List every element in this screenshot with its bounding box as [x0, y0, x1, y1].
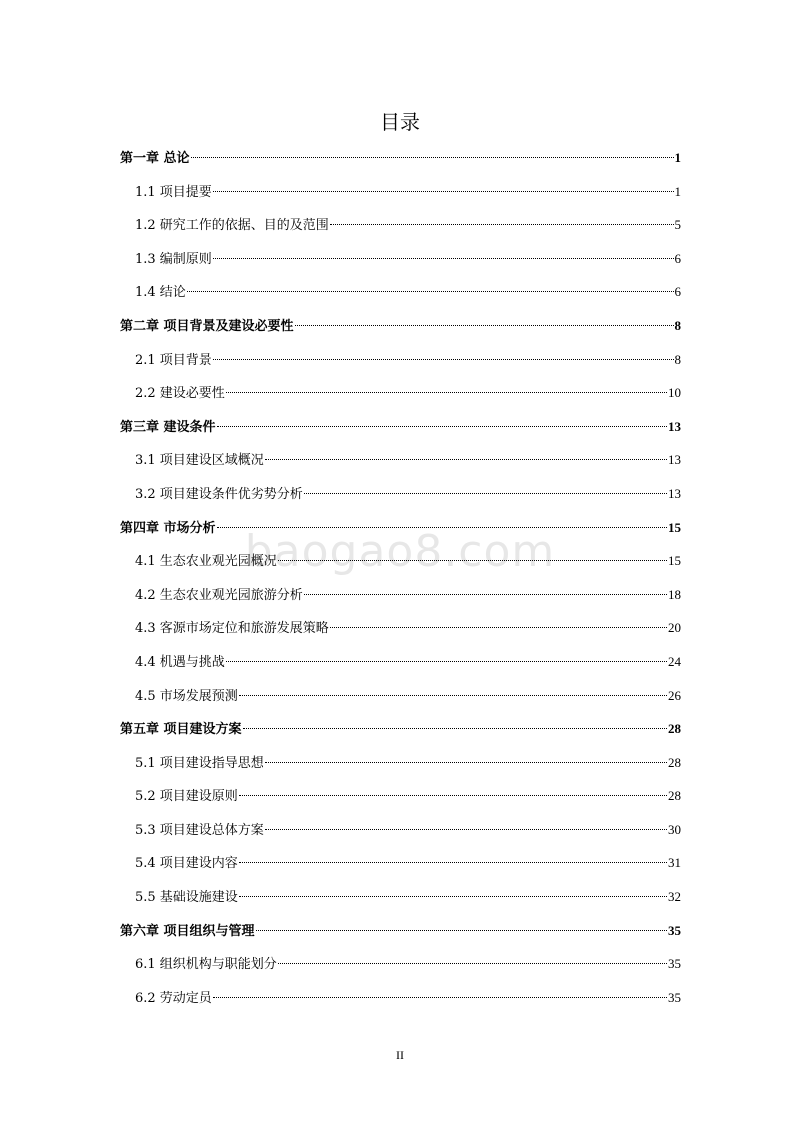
- toc-section-entry[interactable]: [120, 952, 681, 986]
- toc-entry-page: 31: [668, 855, 681, 871]
- toc-entry-page: 8: [674, 317, 681, 333]
- toc-entry-label: 3.2 项目建设条件优劣势分析: [135, 486, 303, 502]
- dot-leader: [330, 224, 674, 225]
- toc-section-entry[interactable]: [120, 247, 681, 281]
- dot-leader: [265, 459, 667, 460]
- toc-entry-page: 6: [674, 284, 681, 300]
- toc-chapter-entry[interactable]: [120, 314, 681, 348]
- toc-entry-label: 4.4 机遇与挑战: [135, 654, 225, 670]
- toc-section-entry[interactable]: [120, 213, 681, 247]
- toc-section-entry[interactable]: [120, 583, 681, 617]
- toc-entry-label: 4.2 生态农业观光园旅游分析: [135, 587, 303, 603]
- toc-chapter-entry[interactable]: [120, 717, 681, 751]
- toc-entry-label: 2.1 项目背景: [135, 352, 212, 368]
- toc-section-entry[interactable]: [120, 851, 681, 885]
- toc-entry-page: 1: [674, 150, 681, 165]
- dot-leader: [239, 695, 667, 696]
- dot-leader: [243, 728, 667, 729]
- toc-entry-page: 35: [668, 922, 681, 938]
- dot-leader: [256, 930, 667, 931]
- toc-entry-page: 6: [674, 250, 681, 266]
- toc-entry-label: 6.2 劳动定员: [135, 990, 212, 1006]
- toc-entry-page: 8: [674, 351, 681, 367]
- toc-entry-label: 5.3 项目建设总体方案: [135, 822, 264, 838]
- toc-entry-page: 15: [668, 553, 681, 569]
- toc-entry-label: 1.3 编制原则: [135, 251, 212, 267]
- toc-section-entry[interactable]: [120, 885, 681, 919]
- toc-entry-label: 5.1 项目建设指导思想: [135, 755, 264, 771]
- toc-section-entry[interactable]: [120, 180, 681, 214]
- toc-section-entry[interactable]: [120, 751, 681, 785]
- dot-leader: [213, 359, 674, 360]
- toc-entry-label: 5.5 基础设施建设: [135, 890, 238, 906]
- watermark: baogao8.com: [244, 526, 556, 577]
- toc-entry-page: 13: [668, 452, 681, 468]
- toc-entry-page: 5: [674, 217, 681, 233]
- dot-leader: [304, 594, 667, 595]
- table-of-contents: [120, 146, 681, 1019]
- dot-leader: [265, 762, 667, 763]
- toc-entry-page: 35: [668, 989, 681, 1005]
- toc-entry-label: 4.3 客源市场定位和旅游发展策略: [135, 621, 329, 637]
- toc-entry-page: 26: [668, 687, 681, 703]
- toc-section-entry[interactable]: [120, 482, 681, 516]
- toc-entry-page: 15: [668, 519, 681, 535]
- toc-entry-page: 10: [668, 385, 681, 401]
- dot-leader: [239, 896, 667, 897]
- toc-entry-page: 28: [668, 788, 681, 804]
- dot-leader: [295, 325, 674, 326]
- toc-section-entry[interactable]: [120, 348, 681, 382]
- dot-leader: [330, 627, 667, 628]
- toc-entry-page: 35: [668, 956, 681, 972]
- toc-chapter-entry[interactable]: [120, 415, 681, 449]
- toc-section-entry[interactable]: [120, 684, 681, 718]
- toc-entry-page: 32: [668, 889, 681, 905]
- dot-leader: [226, 392, 667, 393]
- toc-section-entry[interactable]: [120, 986, 681, 1020]
- toc-section-entry[interactable]: [120, 280, 681, 314]
- toc-entry-label: 1.1 项目提要: [135, 184, 212, 200]
- toc-entry-label: 第一章 总论: [120, 151, 190, 166]
- dot-leader: [278, 963, 667, 964]
- toc-entry-page: 13: [668, 485, 681, 501]
- toc-entry-label: 1.2 研究工作的依据、目的及范围: [135, 218, 329, 234]
- toc-entry-page: 28: [668, 754, 681, 770]
- toc-section-entry[interactable]: [120, 616, 681, 650]
- toc-section-entry[interactable]: [120, 784, 681, 818]
- toc-chapter-entry[interactable]: [120, 146, 681, 180]
- dot-leader: [213, 997, 667, 998]
- dot-leader: [213, 258, 674, 259]
- page-number: II: [396, 1048, 404, 1062]
- dot-leader: [226, 661, 667, 662]
- toc-section-entry[interactable]: [120, 650, 681, 684]
- dot-leader: [213, 191, 674, 192]
- dot-leader: [239, 862, 667, 863]
- toc-entry-label: 2.2 建设必要性: [135, 386, 225, 402]
- toc-title: 目录: [380, 110, 420, 134]
- toc-section-entry[interactable]: [120, 448, 681, 482]
- dot-leader: [239, 795, 667, 796]
- toc-entry-label: 6.1 组织机构与职能划分: [135, 957, 277, 973]
- toc-entry-page: 18: [668, 586, 681, 602]
- toc-chapter-entry[interactable]: [120, 919, 681, 953]
- toc-section-entry[interactable]: [120, 381, 681, 415]
- dot-leader: [217, 426, 667, 427]
- toc-entry-label: 第三章 建设条件: [120, 419, 216, 435]
- toc-entry-page: 24: [668, 653, 681, 669]
- toc-section-entry[interactable]: [120, 818, 681, 852]
- toc-entry-page: 1: [674, 183, 681, 199]
- toc-entry-label: 5.4 项目建设内容: [135, 856, 238, 872]
- toc-entry-page: 28: [668, 721, 681, 737]
- dot-leader: [191, 157, 674, 158]
- dot-leader: [187, 291, 674, 292]
- toc-entry-label: 4.1 生态农业观光园概况: [135, 554, 277, 570]
- toc-entry-label: 3.1 项目建设区域概况: [135, 453, 264, 469]
- toc-entry-label: 1.4 结论: [135, 285, 186, 301]
- toc-entry-label: 第六章 项目组织与管理: [120, 923, 255, 939]
- toc-entry-page: 30: [668, 821, 681, 837]
- dot-leader: [304, 493, 667, 494]
- toc-entry-page: 13: [668, 418, 681, 434]
- toc-entry-label: 第四章 市场分析: [120, 520, 216, 536]
- toc-entry-label: 第二章 项目背景及建设必要性: [120, 318, 294, 334]
- dot-leader: [265, 829, 667, 830]
- toc-entry-label: 4.5 市场发展预测: [135, 688, 238, 704]
- toc-entry-label: 第五章 项目建设方案: [120, 722, 242, 738]
- toc-entry-page: 20: [668, 620, 681, 636]
- toc-entry-label: 5.2 项目建设原则: [135, 789, 238, 805]
